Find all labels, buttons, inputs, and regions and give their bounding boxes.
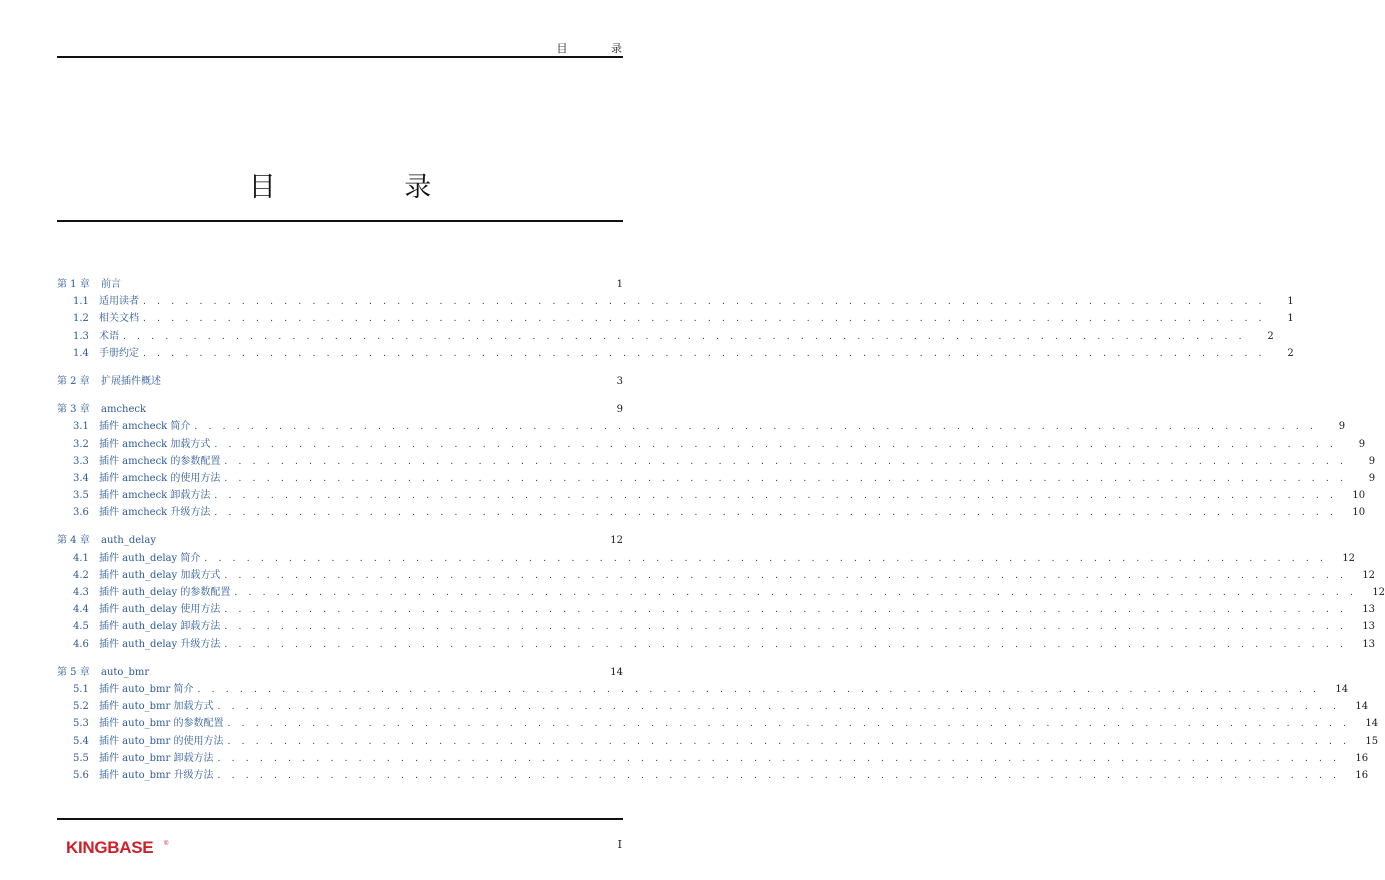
- section-number: 3.5: [73, 490, 89, 502]
- page-number-ref: 1: [616, 279, 623, 290]
- dot-leader: . . . . . . . . . . . . . . . . . . . . . . . . . . . . . . . . . . . . . . . . . . . . . . . . . . . . . . . . . . . . . . . . . . . . . . . . . . . . . . . .: [224, 570, 1348, 581]
- header-rule: [57, 56, 623, 58]
- toc-section-entry[interactable]: [57, 487, 1366, 504]
- toc-chapter-entry[interactable]: [57, 664, 623, 681]
- dot-leader: . . . . . . . . . . . . . . . . . . . . . . . . . . . . . . . . . . . . . . . . . . . . . . . . . . . . . . . . . . . . . . . . . . . . . . . . . . . . . . . .: [123, 331, 1246, 342]
- chapter-number: 第 4 章: [57, 535, 90, 547]
- section-number: 4.3: [73, 587, 89, 598]
- page-number: I: [617, 838, 622, 851]
- section-number: 3.3: [73, 455, 89, 467]
- dot-leader: . . . . . . . . . . . . . . . . . . . . . . . . . . . . . . . . . . . . . . . . . . . . . . . . . . . . . . . . . . . . . . . . . . . . . . . . . . . . . . . .: [224, 605, 1348, 616]
- chapter-title: 扩展插件概述: [101, 375, 161, 387]
- toc-section-entry[interactable]: [57, 767, 1369, 784]
- section-number: 3.1: [73, 421, 89, 433]
- toc-section-entry[interactable]: [57, 436, 1366, 453]
- dot-leader: . . . . . . . . . . . . . . . . . . . . . . . . . . . . . . . . . . . . . . . . . . . . . . . . . . . . . . . . . . . . . . . . . . . . . . . . . . . . . . . .: [234, 588, 1358, 598]
- dot-leader: . . . . . . . . . . . . . . . . . . . . . . . . . . . . . . . . . . . . . . . . . . . . . . . . . . . . . . . . . . . . . . . . . . . . . . . . . . . . . . . .: [224, 639, 1348, 650]
- section-title: 插件 auto_bmr 卸载方法: [99, 752, 214, 764]
- svg-text:KINGBASE: KINGBASE: [66, 838, 154, 857]
- section-title: 插件 auth_delay 升级方法: [99, 638, 221, 650]
- page-number-ref: 16: [1355, 769, 1369, 781]
- chapter-number: 第 2 章: [57, 375, 90, 387]
- section-number: 1.1: [73, 296, 89, 308]
- section-title: 插件 auth_delay 使用方法: [99, 604, 221, 616]
- dot-leader: . . . . . . . . . . . . . . . . . . . . . . . . . . . . . . . . . . . . . . . . . . . . . . . . . . . . . . . . . . . . . . . . . . . . . . . . . . . . . . . .: [227, 719, 1351, 730]
- toc-chapter-entry[interactable]: [57, 401, 623, 418]
- section-title: 插件 amcheck 升级方法: [99, 507, 211, 519]
- chapter-title: auth_delay: [101, 535, 156, 547]
- toc-chapter-block: [57, 401, 1376, 521]
- toc-section-entry[interactable]: [57, 453, 1376, 470]
- page-number-ref: 13: [1362, 638, 1376, 650]
- section-title: 插件 auth_delay 的参数配置: [99, 587, 231, 598]
- section-title: 插件 auth_delay 卸载方法: [99, 621, 221, 633]
- toc-section-entry[interactable]: [57, 470, 1376, 487]
- section-title: 插件 auto_bmr 升级方法: [99, 769, 214, 781]
- dot-leader: . . . . . . . . . . . . . . . . . . . . . . . . . . . . . . . . . . . . . . . . . . . . . . . . . . . . . . . . . . . . . . . . . . . . . . . . . . . . . . . .: [143, 348, 1266, 359]
- section-number: 3.6: [73, 507, 89, 519]
- page-number-ref: 14: [1355, 701, 1369, 713]
- section-number: 4.1: [73, 552, 89, 564]
- page-number-ref: 10: [1352, 490, 1366, 502]
- dot-leader: . . . . . . . . . . . . . . . . . . . . . . . . . . . . . . . . . . . . . . . . . . . . . . . . . . . . . . . . . . . . . . . . . . . . . . . . . . . . . . . .: [217, 753, 1341, 764]
- dot-leader: . . . . . . . . . . . . . . . . . . . . . . . . . . . . . . . . . . . . . . . . . . . . . . . . . . . . . . . . . . . . . . . . . . . . . . . . . . . . . . . .: [217, 702, 1341, 713]
- toc-section-entry[interactable]: [57, 584, 1385, 601]
- toc-section-entry[interactable]: [57, 328, 1274, 345]
- dot-leader: . . . . . . . . . . . . . . . . . . . . . . . . . . . . . . . . . . . . . . . . . . . . . . . . . . . . . . . . . . . . . . . . . . . . . . . . . . . . . . . .: [204, 553, 1328, 564]
- page-number-ref: 9: [616, 404, 623, 416]
- section-title: 插件 auto_bmr 的使用方法: [99, 735, 224, 747]
- section-title: 术语: [99, 330, 119, 342]
- section-title: 插件 auth_delay 加载方式: [99, 569, 221, 581]
- toc-chapter-block: [57, 532, 1385, 652]
- section-number: 4.6: [73, 638, 89, 650]
- page-number-ref: 14: [1365, 718, 1379, 730]
- chapter-title: 前言: [101, 279, 121, 290]
- section-number: 3.4: [73, 472, 89, 484]
- kingbase-logo: [66, 837, 176, 857]
- dot-leader: . . . . . . . . . . . . . . . . . . . . . . . . . . . . . . . . . . . . . . . . . . . . . . . . . . . . . . . . . . . . . . . . . . . . . . . . . . . . . . . .: [143, 297, 1266, 308]
- page-number-ref: 9: [1368, 455, 1376, 467]
- section-title: 插件 amcheck 加载方式: [99, 438, 211, 450]
- section-title: 插件 auto_bmr 的参数配置: [99, 718, 224, 730]
- section-number: 4.5: [73, 621, 89, 633]
- section-number: 5.6: [73, 769, 89, 781]
- section-number: 5.3: [73, 718, 89, 730]
- section-title: 插件 auto_bmr 加载方式: [99, 701, 214, 713]
- dot-leader: . . . . . . . . . . . . . . . . . . . . . . . . . . . . . . . . . . . . . . . . . . . . . . . . . . . . . . . . . . . . . . . . . . . . . . . . . . . . . . . .: [214, 439, 1338, 450]
- dot-leader: . . . . . . . . . . . . . . . . . . . . . . . . . . . . . . . . . . . . . . . . . . . . . . . . . . . . . . . . . . . . . . . . . . . . . . . . . . . . . . . .: [217, 770, 1341, 781]
- toc-section-entry[interactable]: [57, 345, 1294, 362]
- page-number-ref: 2: [1287, 347, 1294, 359]
- dot-leader: . . . . . . . . . . . . . . . . . . . . . . . . . . . . . . . . . . . . . . . . . . . . . . . . . . . . . . . . . . . . . . . . . . . . . . . . . . . . . . . .: [227, 736, 1351, 747]
- section-number: 4.4: [73, 604, 89, 616]
- toc-chapter-entry[interactable]: [57, 532, 623, 549]
- section-title: 插件 amcheck 的参数配置: [99, 455, 221, 467]
- footer-rule: [57, 818, 623, 820]
- section-number: 5.2: [73, 701, 89, 713]
- dot-leader: . . . . . . . . . . . . . . . . . . . . . . . . . . . . . . . . . . . . . . . . . . . . . . . . . . . . . . . . . . . . . . . . . . . . . . . . . . . . . . . .: [143, 314, 1266, 325]
- toc-section-entry[interactable]: [57, 504, 1366, 521]
- toc-section-entry[interactable]: [57, 567, 1376, 584]
- page-number-ref: 12: [1342, 552, 1356, 564]
- toc-section-entry[interactable]: [57, 550, 1356, 567]
- toc-section-entry[interactable]: [57, 715, 1379, 732]
- dot-leader: . . . . . . . . . . . . . . . . . . . . . . . . . . . . . . . . . . . . . . . . . . . . . . . . . . . . . . . . . . . . . . . . . . . . . . . . . . . . . . . .: [224, 622, 1348, 633]
- section-number: 3.2: [73, 438, 89, 450]
- page-number-ref: 2: [1267, 330, 1274, 342]
- section-title: 插件 amcheck 的使用方法: [99, 472, 221, 484]
- dot-leader: . . . . . . . . . . . . . . . . . . . . . . . . . . . . . . . . . . . . . . . . . . . . . . . . . . . . . . . . . . . . . . . . . . . . . . . . . . . . . . . .: [224, 473, 1348, 484]
- table-of-contents: [57, 276, 1385, 795]
- page-number-ref: 12: [1372, 587, 1385, 598]
- dot-leader: . . . . . . . . . . . . . . . . . . . . . . . . . . . . . . . . . . . . . . . . . . . . . . . . . . . . . . . . . . . . . . . . . . . . . . . . . . . . . . . .: [194, 422, 1318, 433]
- page-number-ref: 12: [610, 535, 623, 547]
- svg-text:®: ®: [164, 841, 169, 847]
- toc-section-entry[interactable]: [57, 418, 1346, 435]
- section-number: 1.2: [73, 313, 89, 325]
- toc-chapter-block: [57, 373, 623, 390]
- page-number-ref: 12: [1362, 569, 1376, 581]
- chapter-number: 第 3 章: [57, 404, 90, 416]
- toc-section-entry[interactable]: [57, 310, 1294, 327]
- toc-section-entry[interactable]: [57, 601, 1376, 618]
- section-number: 1.3: [73, 330, 89, 342]
- page-number-ref: 14: [1335, 683, 1349, 695]
- toc-section-entry[interactable]: [57, 733, 1379, 750]
- chapter-number: 第 5 章: [57, 666, 90, 678]
- dot-leader: . . . . . . . . . . . . . . . . . . . . . . . . . . . . . . . . . . . . . . . . . . . . . . . . . . . . . . . . . . . . . . . . . . . . . . . . . . . . . . . .: [214, 508, 1338, 519]
- section-title: 插件 amcheck 简介: [99, 421, 191, 433]
- toc-section-entry[interactable]: [57, 618, 1376, 635]
- toc-section-entry[interactable]: [57, 681, 1349, 698]
- toc-chapter-entry[interactable]: [57, 276, 623, 293]
- section-number: 5.4: [73, 735, 89, 747]
- toc-section-entry[interactable]: [57, 750, 1369, 767]
- dot-leader: . . . . . . . . . . . . . . . . . . . . . . . . . . . . . . . . . . . . . . . . . . . . . . . . . . . . . . . . . . . . . . . . . . . . . . . . . . . . . . . .: [214, 491, 1338, 502]
- dot-leader: . . . . . . . . . . . . . . . . . . . . . . . . . . . . . . . . . . . . . . . . . . . . . . . . . . . . . . . . . . . . . . . . . . . . . . . . . . . . . . . .: [197, 684, 1321, 695]
- toc-section-entry[interactable]: [57, 293, 1294, 310]
- section-title: 插件 auth_delay 简介: [99, 552, 201, 564]
- chapter-title: amcheck: [101, 404, 147, 416]
- page-number-ref: 15: [1365, 735, 1379, 747]
- section-number: 1.4: [73, 347, 89, 359]
- dot-leader: . . . . . . . . . . . . . . . . . . . . . . . . . . . . . . . . . . . . . . . . . . . . . . . . . . . . . . . . . . . . . . . . . . . . . . . . . . . . . . . .: [224, 456, 1348, 467]
- toc-chapter-block: [57, 664, 1379, 784]
- page-number-ref: 13: [1362, 604, 1376, 616]
- section-title: 相关文档: [99, 313, 139, 325]
- page-title: 目 录: [248, 172, 492, 203]
- toc-section-entry[interactable]: [57, 698, 1369, 715]
- toc-chapter-block: [57, 276, 1294, 362]
- section-title: 插件 amcheck 卸载方法: [99, 490, 211, 502]
- page-number-ref: 13: [1362, 621, 1376, 633]
- chapter-title: auto_bmr: [101, 666, 150, 678]
- page-number-ref: 3: [616, 375, 623, 387]
- section-number: 5.5: [73, 752, 89, 764]
- page-number-ref: 1: [1287, 313, 1294, 325]
- section-number: 5.1: [73, 683, 89, 695]
- section-title: 手册约定: [99, 347, 139, 359]
- toc-chapter-entry[interactable]: [57, 373, 623, 390]
- page-number-ref: 10: [1352, 507, 1366, 519]
- title-rule: [57, 220, 623, 222]
- page-number-ref: 9: [1368, 472, 1376, 484]
- section-title: 插件 auto_bmr 简介: [99, 683, 194, 695]
- page-number-ref: 1: [1287, 296, 1294, 308]
- section-number: 4.2: [73, 569, 89, 581]
- page-number-ref: 14: [610, 666, 623, 678]
- page-number-ref: 9: [1358, 438, 1366, 450]
- running-header: 目 录: [556, 42, 642, 55]
- section-title: 适用读者: [99, 296, 139, 308]
- page-number-ref: 16: [1355, 752, 1369, 764]
- toc-section-entry[interactable]: [57, 636, 1376, 653]
- page-number-ref: 9: [1338, 421, 1346, 433]
- chapter-number: 第 1 章: [57, 279, 90, 290]
